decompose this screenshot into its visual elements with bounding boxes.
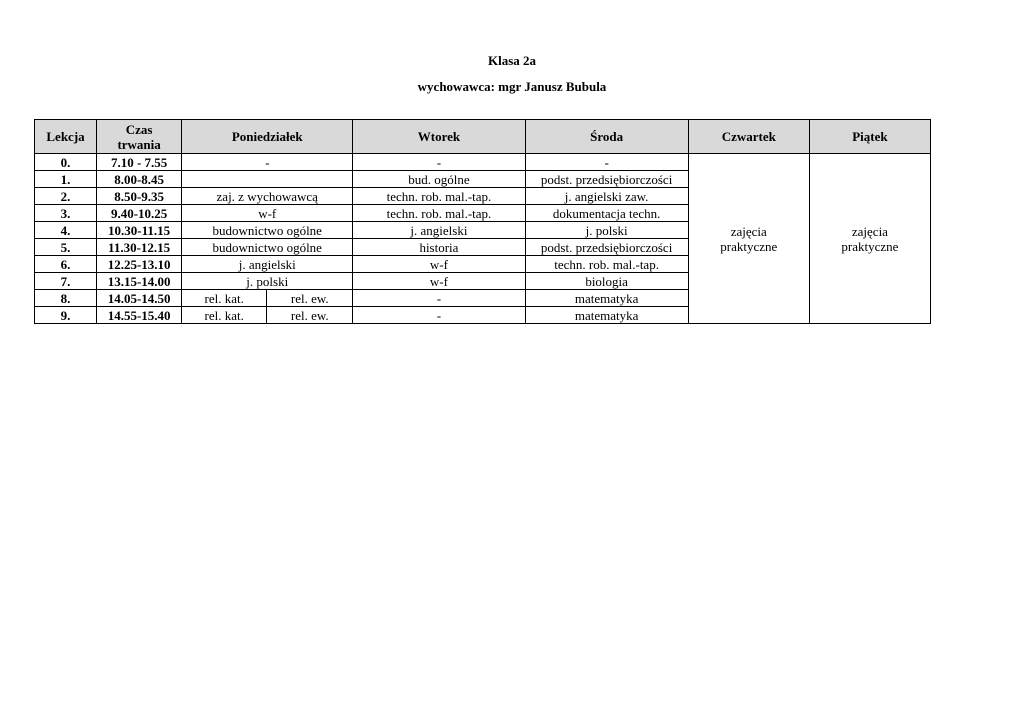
lesson-number: 0.: [35, 154, 97, 171]
cell-czwartek-merged: [688, 154, 809, 324]
piatek-line2: praktyczne: [841, 238, 899, 254]
cell-wtorek: -: [353, 290, 525, 307]
col-wtorek: Wtorek: [353, 120, 525, 154]
cell-sroda: podst. przedsiębiorczości: [525, 171, 688, 188]
cell-wtorek: historia: [353, 239, 525, 256]
lesson-time: 14.55-15.40: [97, 307, 182, 324]
col-poniedzialek: Poniedziałek: [182, 120, 353, 154]
col-sroda: Środa: [525, 120, 688, 154]
cell-wtorek: -: [353, 307, 525, 324]
lesson-time: 12.25-13.10: [97, 256, 182, 273]
cell-poniedzialek-rel-ew: rel. ew.: [267, 307, 353, 324]
lesson-time: 9.40-10.25: [97, 205, 182, 222]
cell-sroda: j. polski: [525, 222, 688, 239]
cell-sroda: -: [525, 154, 688, 171]
lesson-number: 9.: [35, 307, 97, 324]
lesson-time: 8.50-9.35: [97, 188, 182, 205]
cell-sroda: podst. przedsiębiorczości: [525, 239, 688, 256]
cell-wtorek: w-f: [353, 256, 525, 273]
cell-poniedzialek: zaj. z wychowawcą: [182, 188, 353, 205]
cell-sroda: techn. rob. mal.-tap.: [525, 256, 688, 273]
lesson-time: 13.15-14.00: [97, 273, 182, 290]
col-czas-line1: Czas: [125, 121, 153, 137]
col-czas: [97, 120, 182, 154]
lesson-time: 7.10 - 7.55: [97, 154, 182, 171]
cell-piatek-merged: [809, 154, 930, 324]
col-czwartek: Czwartek: [688, 120, 809, 154]
cell-sroda: j. angielski zaw.: [525, 188, 688, 205]
cell-poniedzialek: budownictwo ogólne: [182, 239, 353, 256]
lesson-number: 7.: [35, 273, 97, 290]
cell-wtorek: j. angielski: [353, 222, 525, 239]
page-title: Klasa 2a: [487, 53, 537, 68]
cell-poniedzialek: -: [182, 154, 353, 171]
cell-sroda: matematyka: [525, 290, 688, 307]
col-lekcja: Lekcja: [35, 120, 97, 154]
lesson-number: 6.: [35, 256, 97, 273]
piatek-line1: zajęcia: [851, 223, 888, 239]
lesson-time: 8.00-8.45: [97, 171, 182, 188]
cell-wtorek: -: [353, 154, 525, 171]
lesson-time: 10.30-11.15: [97, 222, 182, 239]
cell-wtorek: w-f: [353, 273, 525, 290]
timetable: [34, 119, 931, 324]
header-row: [35, 120, 931, 154]
cell-sroda: biologia: [525, 273, 688, 290]
cell-wtorek: techn. rob. mal.-tap.: [353, 188, 525, 205]
cell-poniedzialek: budownictwo ogólne: [182, 222, 353, 239]
cell-poniedzialek: j. polski: [182, 273, 353, 290]
czwartek-line2: praktyczne: [720, 238, 778, 254]
cell-wtorek: bud. ogólne: [353, 171, 525, 188]
lesson-number: 8.: [35, 290, 97, 307]
table-row: [35, 154, 931, 171]
cell-poniedzialek-rel-ew: rel. ew.: [267, 290, 353, 307]
lesson-number: 5.: [35, 239, 97, 256]
cell-poniedzialek-rel-kat: rel. kat.: [182, 290, 267, 307]
lesson-number: 4.: [35, 222, 97, 239]
cell-sroda: dokumentacja techn.: [525, 205, 688, 222]
cell-wtorek: techn. rob. mal.-tap.: [353, 205, 525, 222]
cell-poniedzialek: j. angielski: [182, 256, 353, 273]
col-piatek: Piątek: [809, 120, 930, 154]
lesson-number: 3.: [35, 205, 97, 222]
lesson-time: 11.30-12.15: [97, 239, 182, 256]
cell-poniedzialek: [182, 171, 353, 188]
czwartek-line1: zajęcia: [730, 223, 767, 239]
lesson-time: 14.05-14.50: [97, 290, 182, 307]
col-czas-line2: trwania: [117, 136, 161, 152]
lesson-number: 1.: [35, 171, 97, 188]
cell-poniedzialek: w-f: [182, 205, 353, 222]
lesson-number: 2.: [35, 188, 97, 205]
page-subtitle: wychowawca: mgr Janusz Bubula: [417, 79, 607, 94]
cell-sroda: matematyka: [525, 307, 688, 324]
cell-poniedzialek-rel-kat: rel. kat.: [182, 307, 267, 324]
